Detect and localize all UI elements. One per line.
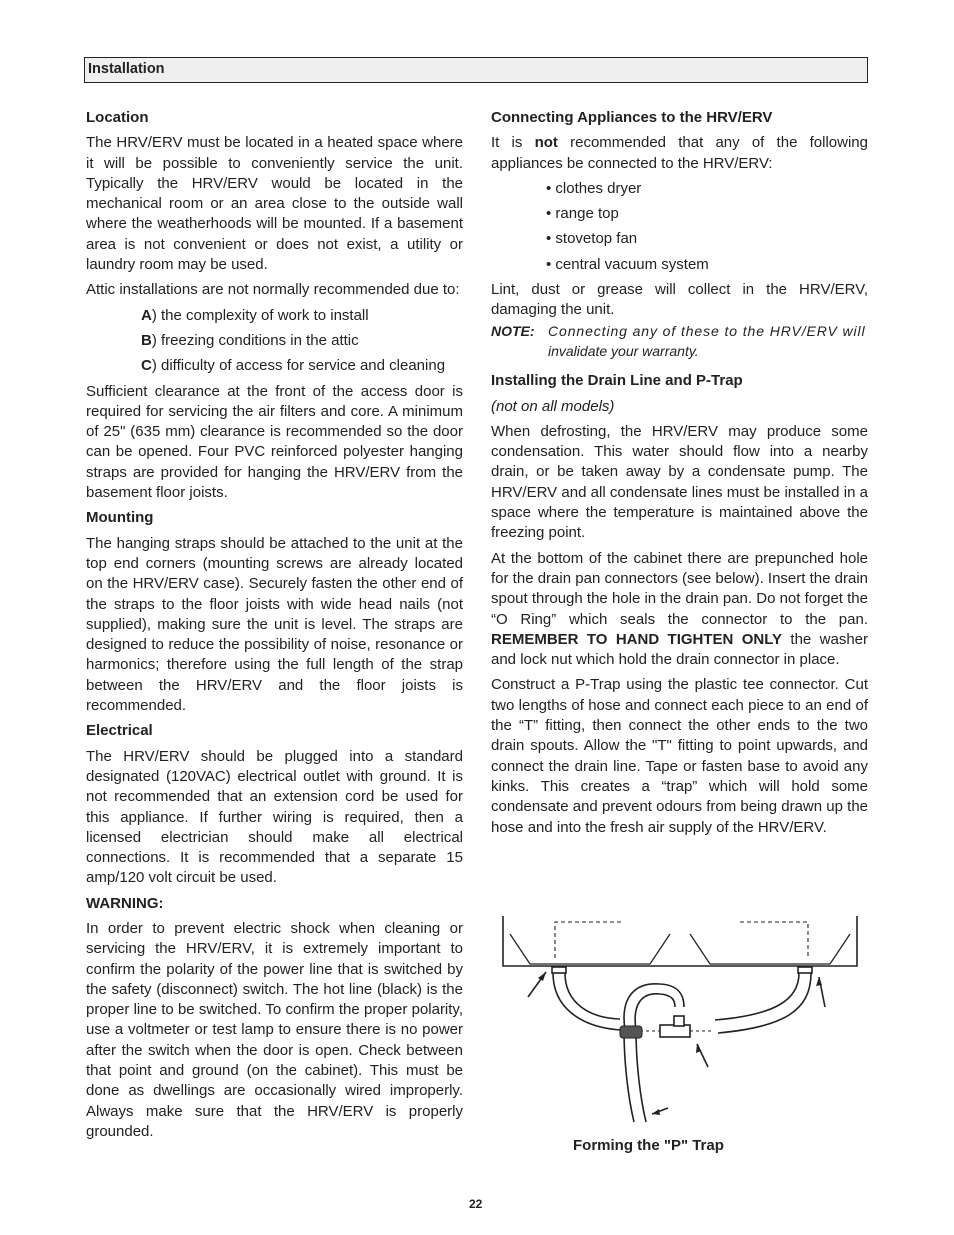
- drain-paragraph-2: At the bottom of the cabinet there are prepunched hole for the drain pan connectors (see below). Insert the drain spout through the hole in the drain pan. Do not forget the “O Ring” which seals the connector to the pan. REMEMBER TO HAND TIGHTEN ONLY the washer and lock nut which hold the drain connector in place.: [491, 549, 868, 669]
- mounting-paragraph: The hanging straps should be attached to the unit at the top end corners (mounting screws are already located on the HRV/ERV case). Securely fasten the other end of the straps to the floor joists with wide head nails (not supplied), making sure the unit is level. The straps are designed to reduce the possibility of noise, resonance or harmonics; therefore using the full length of the strap between the HRV/ERV and the floor joists is recommended.: [86, 534, 463, 715]
- list-item: A) the complexity of work to install: [141, 306, 369, 324]
- arrowhead: [652, 1109, 660, 1115]
- hose-left-outer: [553, 973, 620, 1030]
- connecting-paragraph: It is not recommended that any of the following appliances be connected to the HRV/ERV:: [491, 134, 868, 172]
- hose-right-inner: [715, 973, 799, 1020]
- location-heading: Location: [86, 109, 149, 126]
- drain-subheading: (not on all models): [491, 397, 615, 415]
- electrical-paragraph: The HRV/ERV should be plugged into a standard designated (120VAC) electrical outlet with ground. It is not recommended that an extension cord be used for this appliance. If further wiring is required, then a licensed electrician should make all electrical connections. It is recommended that a separate 15 amp/120 volt circuit be used.: [86, 747, 463, 887]
- arrowhead: [816, 977, 822, 986]
- core-dashed-left: [555, 922, 622, 958]
- electrical-heading: Electrical: [86, 722, 153, 740]
- drain-pan-left: [510, 934, 670, 964]
- section-title: Installation: [88, 61, 165, 77]
- location-paragraph-1: The HRV/ERV must be located in a heated space where it will be possible to conveniently service the unit. Typically the HRV/ERV would be located in the mechanical room or an area close to the outside wall where the weatherhoods will be mounted. If a basement area is not convenient or does not exist, a utility or laundry room may be used.: [86, 134, 463, 274]
- mounting-heading: Mounting: [86, 509, 154, 527]
- warranty-note: NOTE: Connecting any of these to the HRV/ERV will invalidate your warranty.: [491, 322, 866, 359]
- page-number: 22: [469, 1197, 483, 1211]
- p-trap-diagram: [500, 912, 860, 1127]
- list-item: • range top: [546, 205, 619, 223]
- tape-band: [620, 1026, 642, 1038]
- location-paragraph-3: Sufficient clearance at the front of the access door is required for servicing the air filters and core. A minimum of 25" (635 mm) clearance is recommended so the door can be opened. Four PVC reinforced polyester hanging straps are provided for hanging the HRV/ERV from the basement floor joists.: [86, 382, 463, 502]
- connecting-heading: Connecting Appliances to the HRV/ERV: [491, 109, 773, 126]
- drain-heading: Installing the Drain Line and P-Trap: [491, 372, 743, 390]
- list-item: • clothes dryer: [546, 179, 642, 197]
- list-item: • central vacuum system: [546, 255, 709, 273]
- hose-left-inner: [565, 973, 620, 1019]
- attic-reasons-list: [86, 306, 463, 377]
- list-item: B) freezing conditions in the attic: [141, 331, 359, 349]
- drain-pan-right: [690, 934, 850, 964]
- core-dashed-right: [740, 922, 808, 958]
- location-paragraph-2: Attic installations are not normally recommended due to:: [86, 281, 460, 299]
- note-label: NOTE:: [491, 322, 535, 339]
- drain-line-left: [624, 1030, 634, 1122]
- list-item: • stovetop fan: [546, 230, 638, 248]
- appliances-list: [491, 179, 868, 275]
- left-column: [86, 108, 463, 1147]
- drain-spout-right: [798, 967, 812, 973]
- warning-heading: WARNING:: [86, 894, 164, 912]
- cabinet-outline: [503, 916, 857, 966]
- tee-stem: [674, 1016, 684, 1026]
- figure-caption: Forming the "P" Trap: [573, 1137, 724, 1154]
- list-item: C) difficulty of access for service and cleaning: [141, 357, 446, 375]
- warning-paragraph: In order to prevent electric shock when cleaning or servicing the HRV/ERV, it is extremely important to confirm the polarity of the power line that is switched by the safety (disconnect) switch. The hot line (black) is the proper line to be switched. To confirm the proper polarity, use a voltmeter or test lamp to ensure there is no power after the switch when the door is open. Check between that point and ground (on the cabinet). This must be done as dwellings are occasionally wired improperly. Always make sure that the HRV/ERV is properly grounded.: [86, 919, 463, 1140]
- right-column: [491, 108, 868, 843]
- tee-fitting: [660, 1025, 690, 1037]
- drain-paragraph-1: When defrosting, the HRV/ERV may produce some condensation. This water should flow into a nearby drain, or be taken away by a condensate pump. The HRV/ERV and all condensate lines must be installed in a space where the temperature is maintained above the freezing point.: [491, 422, 868, 542]
- arrowhead: [538, 972, 546, 981]
- drain-paragraph-3: Construct a P-Trap using the plastic tee connector. Cut two lengths of hose and connect each piece to an end of the “T” fitting, then connect the other ends to the two drain spouts. Allow the "T" fitting to point upwards, and connect the drain line. Tape or fasten base to avoid any kinks. This creates a “trap” which will hold some condensate and prevent odours from being drawn up the hose and into the fresh air supply of the HRV/ERV.: [491, 676, 868, 836]
- drain-line-right: [636, 1030, 646, 1122]
- section-header: [84, 57, 868, 83]
- hose-right-outer: [718, 973, 811, 1033]
- drain-spout-left: [552, 967, 566, 973]
- lint-paragraph: Lint, dust or grease will collect in the HRV/ERV, damaging the unit.: [491, 281, 868, 319]
